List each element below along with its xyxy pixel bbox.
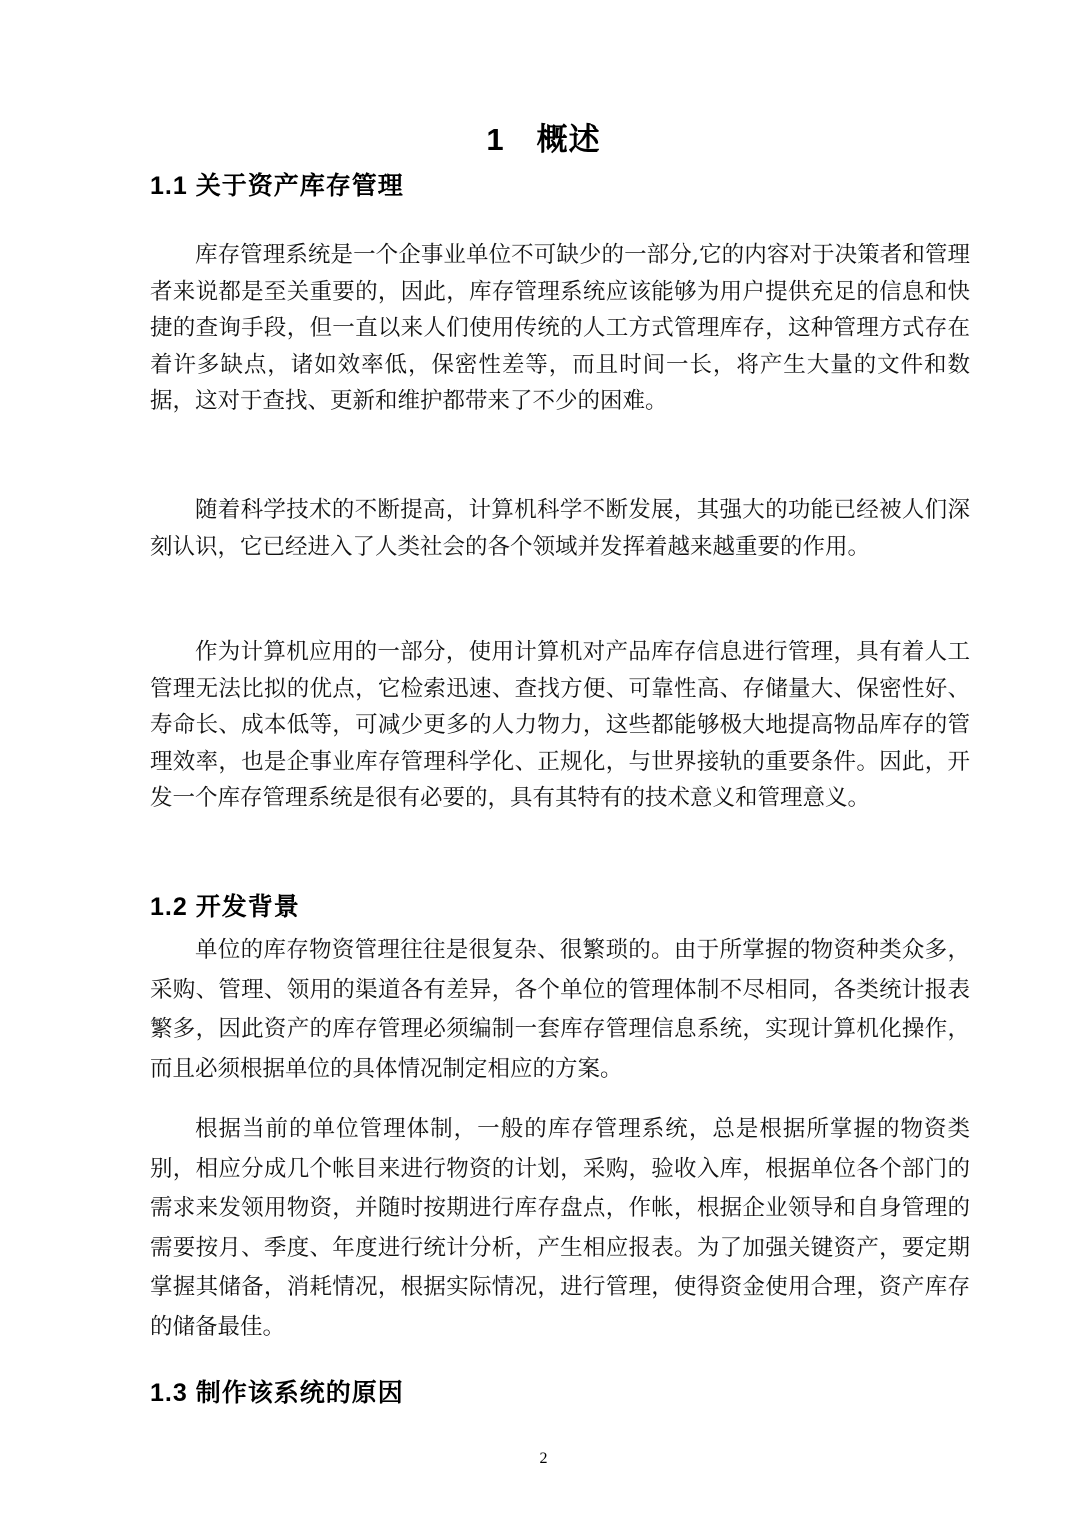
paragraph-1-2-b: 根据当前的单位管理体制，一般的库存管理系统，总是根据所掌握的物资类别，相应分成几个帐目来进行物资的计划，采购，验收入库，根据单位各个部门的需求来发领用物资，并随时按期进行库存盘点，作帐，根据企业领导和自身管理的需要按月、季度、年度进行统计分析，产生相应报表。为了加强关键资产，要定期掌握其储备，消耗情况，根据实际情况，进行管理，使得资金使用合理，资产库存的储备最佳。: [150, 1116, 970, 1340]
section-heading-1-3: 1.3 制作该系统的原因: [150, 1379, 404, 1407]
page-number: 2: [539, 1450, 548, 1467]
section-heading-1-1: 1.1 关于资产库存管理: [150, 172, 404, 200]
paragraph-1-1-b: 随着科学技术的不断提高，计算机科学不断发展，其强大的功能已经被人们深刻认识，它已经进入了人类社会的各个领域并发挥着越来越重要的作用。: [150, 497, 970, 560]
paragraph-1-2-a: 单位的库存物资管理往往是很复杂、很繁琐的。由于所掌握的物资种类众多，采购、管理、领用的渠道各有差异，各个单位的管理体制不尽相同，各类统计报表繁多，因此资产的库存管理必须编制一套库存管理信息系统，实现计算机化操作，而且必须根据单位的具体情况制定相应的方案。: [150, 937, 970, 1082]
paragraph-1-1-a: 库存管理系统是一个企事业单位不可缺少的一部分,它的内容对于决策者和管理者来说都是至关重要的，因此，库存管理系统应该能够为用户提供充足的信息和快捷的查询手段，但一直以来人们使用传统的人工方式管理库存，这种管理方式存在着许多缺点，诸如效率低，保密性差等，而且时间一长，将产生大量的文件和数据，这对于查找、更新和维护都带来了不少的困难。: [150, 242, 970, 415]
paragraph-1-1-c: 作为计算机应用的一部分，使用计算机对产品库存信息进行管理，具有着人工管理无法比拟的优点，它检索迅速、查找方便、可靠性高、存储量大、保密性好、寿命长、成本低等，可减少更多的人力物力，这些都能够极大地提高物品库存的管理效率，也是企事业库存管理科学化、正规化，与世界接轨的重要条件。因此，开发一个库存管理系统是很有必要的，具有其特有的技术意义和管理意义。: [150, 639, 970, 812]
section-heading-1-2: 1.2 开发背景: [150, 893, 300, 921]
chapter-title: 1 概述: [486, 122, 601, 157]
